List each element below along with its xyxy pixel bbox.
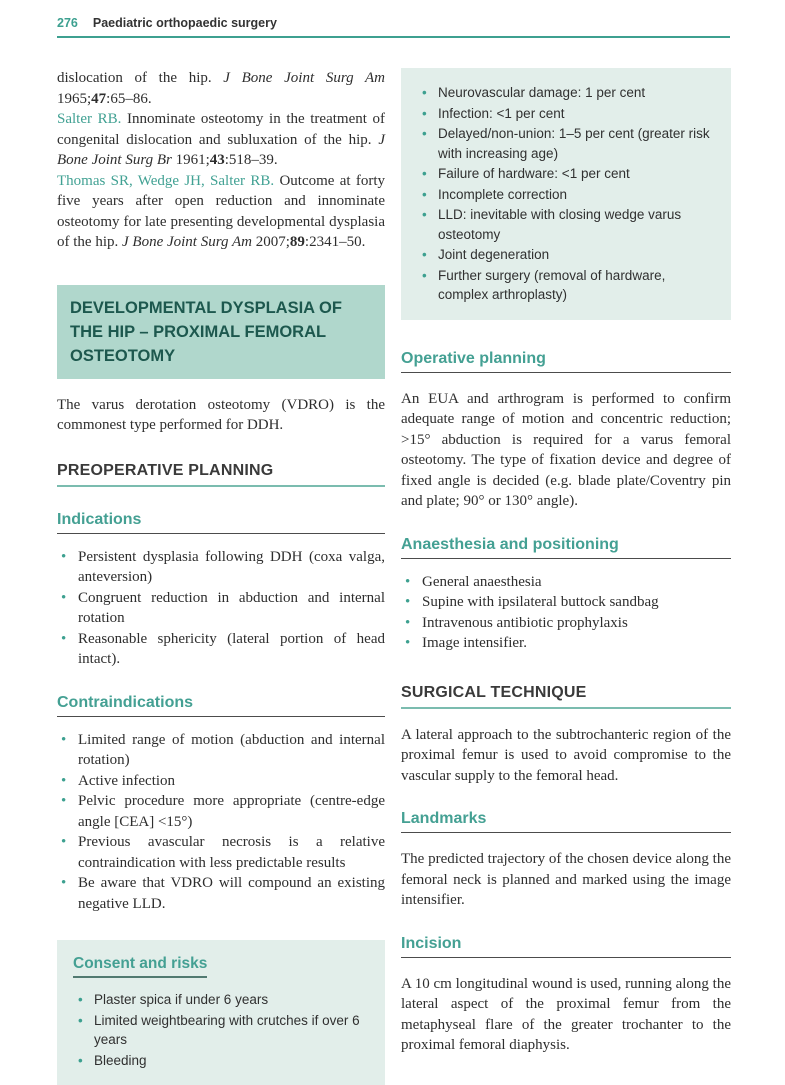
list-item: • Active infection bbox=[57, 771, 385, 792]
list-item: • Be aware that VDRO will compound an existing negative LLD. bbox=[57, 873, 385, 914]
list-item: • Pelvic procedure more appropriate (centre-edge angle [CEA] <15°) bbox=[57, 791, 385, 832]
journal-name: J Bone Joint Surg Am bbox=[223, 70, 385, 86]
list-item: • Joint degeneration bbox=[415, 245, 717, 265]
reference-volume: 47 bbox=[91, 90, 107, 107]
list-item: • Previous avascular necrosis is a relative contraindication with less predictable results bbox=[57, 832, 385, 873]
surgical-technique-paragraph: A lateral approach to the subtrochanteric region of the proximal femur is used to avoid compromise to the vascular supply to the femoral head. bbox=[401, 726, 731, 784]
subheading-contraindications: Contraindications bbox=[57, 694, 385, 717]
right-column bbox=[401, 68, 731, 1085]
references-list bbox=[57, 68, 385, 253]
subheading-operative-planning: Operative planning bbox=[401, 350, 731, 373]
section-heading-preoperative-planning: PREOPERATIVE PLANNING bbox=[57, 462, 385, 487]
subheading-landmarks: Landmarks bbox=[401, 810, 731, 833]
list-item: • Image intensifier. bbox=[401, 633, 731, 654]
two-column-layout bbox=[57, 68, 730, 1085]
reference-authors: Thomas SR, Wedge JH, Salter RB. bbox=[57, 172, 275, 189]
reference-year: 1961; bbox=[175, 152, 210, 168]
reference-entry bbox=[57, 109, 385, 171]
page-header-title: Paediatric orthopaedic surgery bbox=[92, 16, 277, 30]
reference-body: Innominate osteotomy in the treatment of congenital dislocation and subluxation of the hip. bbox=[57, 111, 386, 148]
list-item: • Incomplete correction bbox=[415, 185, 717, 205]
consent-risks-list bbox=[71, 990, 371, 1070]
list-item: • Limited range of motion (abduction and internal rotation) bbox=[57, 730, 385, 771]
reference-entry bbox=[57, 171, 385, 253]
reference-entry bbox=[57, 68, 385, 109]
reference-pages: :518–39. bbox=[224, 152, 278, 168]
list-item: • Limited weightbearing with crutches if over 6 years bbox=[71, 1011, 371, 1050]
reference-volume: 43 bbox=[209, 152, 225, 168]
reference-year: 2007; bbox=[255, 234, 290, 250]
reference-body: Outcome at forty five years after open reduction and innominate osteotomy for late presenting developmental dysplasia of the hip. bbox=[57, 172, 386, 250]
operative-planning-paragraph: An EUA and arthrogram is performed to confirm adequate range of motion and concentric reduction; >15° abduction is required for a varus femoral osteotomy. The type of fixation device and degree of fixed angle is decided (e.g. blade plate/Coventry pin and plate; 90° or 130° angle). bbox=[401, 390, 731, 509]
risks-list bbox=[415, 83, 717, 305]
landmarks-paragraph: The predicted trajectory of the chosen device along the femoral neck is planned and marked using the image intensifier. bbox=[401, 851, 731, 908]
reference-pages: :65–86. bbox=[106, 90, 152, 107]
risks-continuation-box bbox=[401, 68, 731, 320]
list-item: • Further surgery (removal of hardware, complex arthroplasty) bbox=[415, 266, 717, 305]
journal-name: J Bone Joint Surg Am bbox=[122, 234, 252, 250]
reference-pages: :2341–50. bbox=[304, 234, 366, 250]
list-item: • Infection: <1 per cent bbox=[415, 104, 717, 124]
chapter-topic-box bbox=[57, 285, 385, 379]
indications-list bbox=[57, 547, 385, 670]
list-item: • Delayed/non-union: 1–5 per cent (greater risk with increasing age) bbox=[415, 124, 717, 163]
reference-authors: Salter RB. bbox=[57, 111, 122, 127]
consent-and-risks-box bbox=[57, 940, 385, 1085]
page-header bbox=[57, 16, 730, 38]
list-item: • Failure of hardware: <1 per cent bbox=[415, 164, 717, 184]
incision-paragraph: A 10 cm longitudinal wound is used, running along the lateral aspect of the proximal femur from the metaphyseal flare of the greater trochanter to the proximal femoral diaphysis. bbox=[401, 975, 731, 1053]
list-item: • General anaesthesia bbox=[401, 572, 731, 593]
reference-volume: 89 bbox=[289, 234, 305, 250]
list-item: • Reasonable sphericity (lateral portion of head intact). bbox=[57, 629, 385, 670]
list-item: • Bleeding bbox=[71, 1051, 371, 1071]
list-item: • Intravenous antibiotic prophylaxis bbox=[401, 613, 731, 634]
list-item: • Neurovascular damage: 1 per cent bbox=[415, 83, 717, 103]
subheading-anaesthesia-positioning: Anaesthesia and positioning bbox=[401, 536, 731, 559]
section-heading-surgical-technique: SURGICAL TECHNIQUE bbox=[401, 684, 731, 709]
page-number: 276 bbox=[57, 16, 78, 30]
list-item: • Congruent reduction in abduction and internal rotation bbox=[57, 588, 385, 629]
reference-body: dislocation of the hip. bbox=[57, 70, 212, 86]
intro-paragraph: The varus derotation osteotomy (VDRO) is the commonest type performed for DDH. bbox=[57, 396, 385, 433]
anaesthesia-list bbox=[401, 572, 731, 654]
left-column bbox=[57, 68, 385, 1085]
topic-box-title: DEVELOPMENTAL DYSPLASIA OF THE HIP – PROXIMAL FEMORAL OSTEOTOMY bbox=[70, 298, 342, 365]
list-item: • Persistent dysplasia following DDH (coxa valga, anteversion) bbox=[57, 547, 385, 588]
list-item: • Supine with ipsilateral buttock sandbag bbox=[401, 592, 731, 613]
subheading-indications: Indications bbox=[57, 511, 385, 534]
list-item: • LLD: inevitable with closing wedge varus osteotomy bbox=[415, 205, 717, 244]
consent-box-heading: Consent and risks bbox=[73, 955, 207, 978]
subheading-incision: Incision bbox=[401, 935, 731, 958]
list-item: • Plaster spica if under 6 years bbox=[71, 990, 371, 1010]
contraindications-list bbox=[57, 730, 385, 915]
reference-year: 1965; bbox=[57, 90, 92, 107]
journal-name: J Bone Joint Surg Br bbox=[57, 131, 385, 168]
